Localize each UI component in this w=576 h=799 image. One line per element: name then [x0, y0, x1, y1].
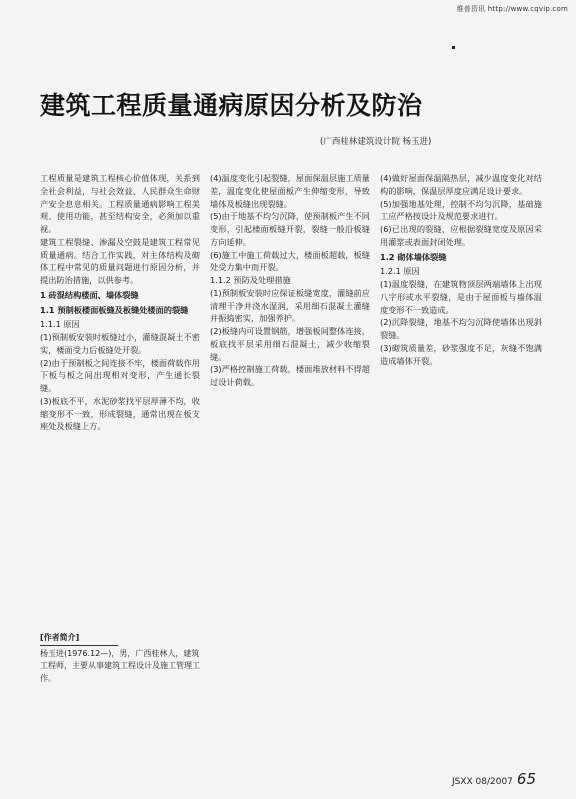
journal-issue: JSXX 08/2007: [451, 777, 513, 787]
paragraph: (2)由于预制板之间连接不牢，楼面荷载作用下板与板之间出现相对变形，产生通长裂缝。: [40, 357, 200, 393]
page-number: 65: [516, 770, 536, 788]
paragraph: (1)预制板安装时应保证板缝宽度，灌缝前应清理干净并浇水湿润，采用细石混凝土灌缝并振捣密实，加强养护。: [210, 287, 370, 324]
article-byline: (广西桂林建筑设计院 杨玉进): [320, 137, 432, 147]
paragraph: (1)温度裂缝，在建筑物顶层两端墙体上出现八字形或水平裂缝，是由于屋面板与墙体温度变形不一致造成。: [380, 279, 542, 315]
author-bio-text: 杨玉进(1976.12—)，男，广西桂林人，建筑工程师，主要从事建筑工程设计及施工管理工作。: [40, 648, 200, 683]
paragraph: (4)温度变化引起裂缝，屋面保温层施工质量差，温度变化使屋面板产生伸缩变形，导致墙体及板缝出现裂缝。: [210, 173, 370, 209]
text-column-1: [40, 172, 200, 433]
author-bio-box: [40, 632, 202, 685]
paragraph: (2)板缝内可设置钢筋，增强板间整体连接，板底找平层采用细石混凝土，减少收缩裂缝。: [210, 326, 370, 362]
article-title: 建筑工程质量通病原因分析及防治: [40, 91, 423, 120]
paragraph: (6)已出现的裂缝，应根据裂缝宽度及原因采用灌浆或表面封闭处理。: [380, 224, 542, 247]
paragraph: (2)沉降裂缝，地基不均匀沉降使墙体出现斜裂缝。: [380, 317, 542, 340]
paragraph: (3)板底不平，水泥砂浆找平层厚薄不均，收缩变形不一致，形成裂缝，通常出现在板支座处及板缝上方。: [40, 395, 200, 432]
paragraph: 建筑工程裂缝、渗漏及空鼓是建筑工程常见质量通病。结合工作实践，对主体结构及砌体工程中常见的质量问题进行原因分析，并提出防治措施，以供参考。: [40, 236, 200, 285]
text-column-3: [380, 172, 542, 367]
paragraph: (6)施工中施工荷载过大，楼面板超载，板缝处受力集中而开裂。: [210, 249, 370, 273]
paragraph: 1.2.1 原因: [380, 266, 420, 277]
paragraph: 1.1.1 原因: [40, 319, 80, 330]
author-bio-label: [作者简介]: [40, 632, 118, 646]
paragraph: 工程质量是建筑工程核心价值体现，关系到全社会利益，与社会效益、人民群众生命财产安全息息相关。工程质量通病影响工程美观、使用功能，甚至结构安全，必须加以重视。: [40, 173, 200, 234]
paragraph: 1.1.2 预防及处理措施: [210, 275, 291, 285]
paragraph: (5)加强地基处理，控制不均匀沉降，基础施工应严格按设计及规范要求进行。: [380, 198, 542, 222]
header-watermark: 维普资讯 http://www.cqvip.com: [456, 5, 568, 13]
page-footer: [452, 770, 536, 788]
section-heading: 1 砖混结构楼面、墙体裂缝: [40, 289, 139, 300]
paragraph: (4)做好屋面保温隔热层，减少温度变化对结构的影响，保温层厚度应满足设计要求。: [380, 173, 542, 196]
paragraph: (3)严格控制施工荷载，楼面堆放材料不得超过设计荷载。: [210, 364, 370, 387]
paragraph: (1)预制板安装时板缝过小，灌缝混凝土不密实，楼面受力后板缝处开裂。: [40, 332, 200, 355]
paragraph: (5)由于地基不均匀沉降，使预制板产生不同变形，引起楼面板缝开裂，裂缝一般沿板缝方向延伸。: [210, 211, 370, 247]
text-column-2: [210, 172, 370, 389]
paragraph: (3)砌筑质量差，砂浆强度不足，灰缝不饱满造成墙体开裂。: [380, 342, 542, 366]
section-heading: 1.1 预制板楼面板缝及板缝处楼面的裂缝: [40, 304, 189, 315]
print-mark: [452, 46, 455, 49]
section-heading: 1.2 砌体墙体裂缝: [380, 251, 447, 262]
